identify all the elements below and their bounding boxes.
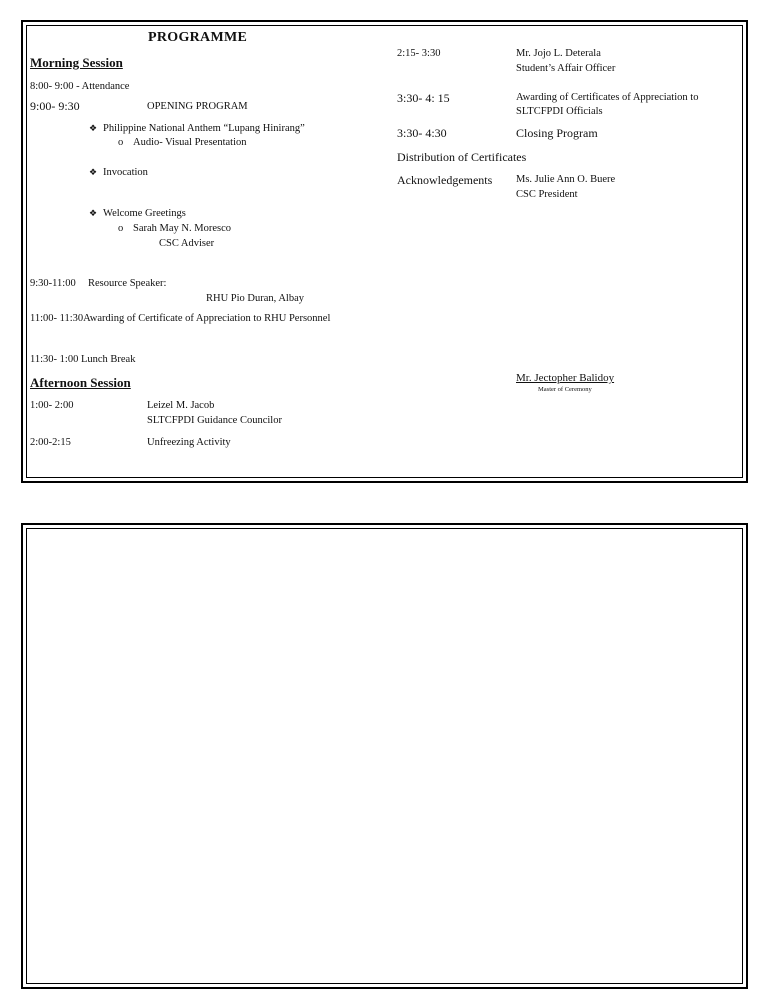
session2-time: 2:00-2:15 [30, 437, 71, 448]
awarding-rhu-line: 11:00- 11:30Awarding of Certificate of Appreciation to RHU Personnel [30, 313, 331, 324]
morning-session-heading: Morning Session [30, 55, 123, 70]
diamond-bullet-icon: ❖ [89, 208, 98, 218]
welcome-item: Welcome Greetings [103, 208, 186, 219]
circle-bullet-icon: o [118, 223, 124, 234]
session4-line2: SLTCFPDI Officials [516, 106, 603, 117]
master-of-ceremony-name: Mr. Jectopher Balidoy [516, 372, 615, 384]
session3-speaker: Mr. Jojo L. Deterala [516, 48, 601, 59]
programme-title: PROGRAMME [148, 30, 248, 45]
session1-speaker: Leizel M. Jacob [147, 400, 215, 411]
session4-line1: Awarding of Certificates of Appreciation to [516, 92, 699, 103]
distribution-line: Distribution of Certificates [397, 150, 527, 164]
av-presentation-item: Audio- Visual Presentation [133, 137, 247, 148]
session2-label: Unfreezing Activity [147, 437, 231, 448]
welcome-speaker-role: CSC Adviser [159, 238, 215, 249]
welcome-speaker: Sarah May N. Moresco [133, 223, 231, 234]
circle-bullet-icon: o [118, 137, 124, 148]
session4-time: 3:30- 4: 15 [397, 91, 450, 105]
diamond-bullet-icon: ❖ [89, 167, 98, 177]
resource-time: 9:30-11:00 [30, 278, 76, 289]
session3-time: 2:15- 3:30 [397, 48, 441, 59]
attendance-line: 8:00- 9:00 - Attendance [30, 81, 130, 92]
opening-time: 9:00- 9:30 [30, 99, 80, 113]
session5-time: 3:30- 4:30 [397, 126, 447, 140]
acknowledgements-role: CSC President [516, 189, 578, 200]
programme-card [21, 20, 748, 483]
acknowledgements-person: Ms. Julie Ann O. Buere [516, 174, 616, 185]
master-of-ceremony-role: Master of Ceremony [538, 386, 592, 393]
closing-program-label: Closing Program [516, 126, 598, 140]
blank-card-inner-border [26, 528, 743, 984]
anthem-item: Philippine National Anthem “Lupang Hinirang” [103, 123, 305, 134]
invocation-item: Invocation [103, 167, 148, 178]
diamond-bullet-icon: ❖ [89, 123, 98, 133]
resource-org: RHU Pio Duran, Albay [206, 293, 304, 304]
lunch-break-line: 11:30- 1:00 Lunch Break [30, 354, 136, 365]
blank-card [21, 523, 748, 989]
session3-speaker-role: Student’s Affair Officer [516, 63, 616, 74]
resource-label: Resource Speaker: [88, 278, 167, 289]
afternoon-session-heading: Afternoon Session [30, 375, 131, 390]
acknowledgements-label: Acknowledgements [397, 173, 493, 187]
opening-label: OPENING PROGRAM [147, 101, 248, 112]
session1-time: 1:00- 2:00 [30, 400, 74, 411]
session1-speaker-role: SLTCFPDI Guidance Councilor [147, 415, 282, 426]
